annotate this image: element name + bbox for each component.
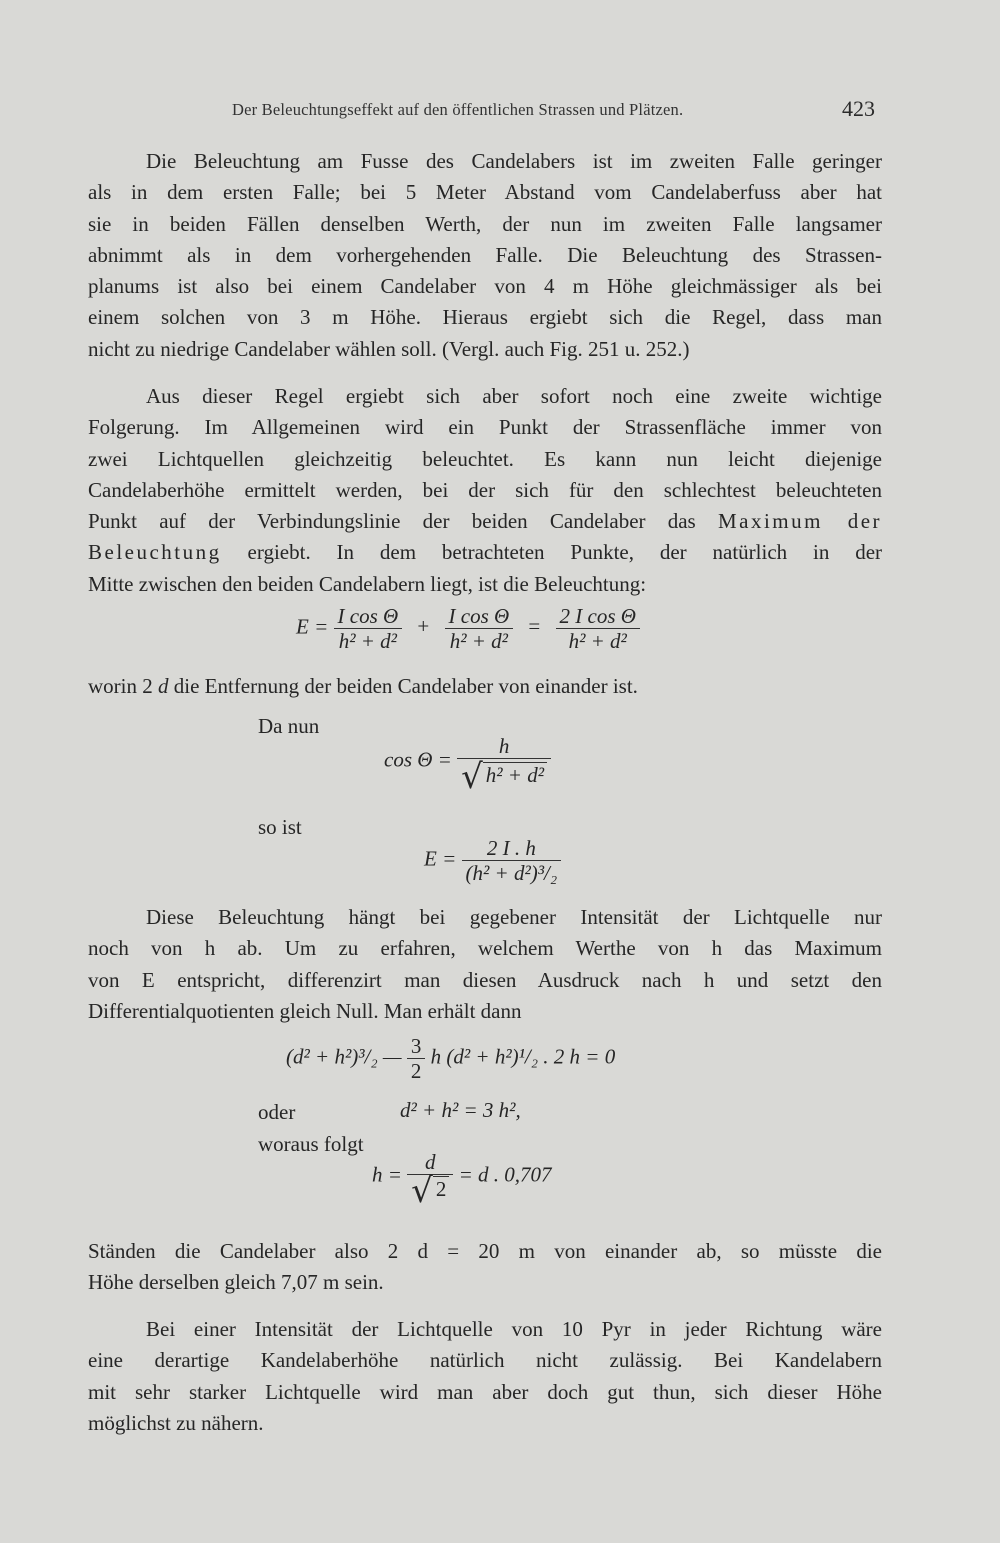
variable: d xyxy=(158,674,169,698)
eq-lhs: cos Θ = xyxy=(384,747,452,772)
eq-lhs: E = xyxy=(424,846,457,871)
text-fragment: Punkt auf der Verbindungslinie der beiden Candelaber das xyxy=(88,509,696,534)
eq-lhs: E = xyxy=(296,614,329,639)
equation-h-result xyxy=(372,1150,552,1211)
text-line: von E entspricht, differenzirt man diesen Ausdruck nach h und setzt den xyxy=(88,967,882,992)
running-header xyxy=(0,96,1000,128)
fraction xyxy=(445,604,514,653)
equation-E-result xyxy=(424,836,561,885)
page-number: 423 xyxy=(842,96,875,121)
text-line xyxy=(88,506,882,537)
paragraph-2 xyxy=(88,381,882,600)
fraction xyxy=(407,1034,426,1083)
fraction xyxy=(407,1150,453,1211)
radicand: 2 xyxy=(433,1176,450,1201)
da-nun-label: Da nun xyxy=(258,714,320,738)
text-line: mit sehr starker Lichtquelle wird man aber doch gut thun, sich dieser Höhe xyxy=(88,1379,882,1404)
text-line: einem solchen von 3 m Höhe. Hieraus ergiebt sich die Regel, dass man xyxy=(88,305,882,330)
emphasis-spaced: Maximum der xyxy=(717,509,883,534)
fraction-numerator: d xyxy=(425,1150,436,1174)
fraction xyxy=(462,836,562,885)
equation-derivative xyxy=(286,1034,615,1083)
text-line: möglichst zu nähern. xyxy=(88,1410,264,1435)
fraction-denominator xyxy=(457,757,551,797)
fraction-denominator: h² + d² xyxy=(334,628,403,653)
fraction-denominator: h² + d² xyxy=(556,628,640,653)
text-line: nicht zu niedrige Candelaber wählen soll. (Vergl. auch Fig. 251 u. 252.) xyxy=(88,336,690,361)
text-line: Bei einer Intensität der Lichtquelle von 10 Pyr in jeder Richtung wäre xyxy=(146,1317,882,1341)
fraction-numerator: I cos Θ xyxy=(337,604,399,628)
text-line xyxy=(88,537,882,568)
worin-line xyxy=(88,674,638,699)
text-fragment: worin 2 xyxy=(88,674,153,698)
oder-label: oder xyxy=(258,1100,296,1124)
sqrt-icon: √ xyxy=(461,757,483,797)
text-line: Mitte zwischen den beiden Candelabern liegt, ist die Beleuchtung: xyxy=(88,571,647,596)
sqrt-icon: √ xyxy=(411,1171,433,1211)
text-line: Die Beleuchtung am Fusse des Candelabers ist im zweiten Falle geringer xyxy=(146,149,882,173)
equals-sign: = xyxy=(528,614,541,639)
fraction-denominator: (h² + d²)³/₂ xyxy=(462,860,562,885)
text-fragment: die Entfernung der beiden Candelaber von einander ist. xyxy=(173,674,638,698)
text-line: Differentialquotienten gleich Null. Man erhält dann xyxy=(88,998,522,1023)
equation-illumination xyxy=(296,604,640,653)
text-line: als in dem ersten Falle; bei 5 Meter Abstand vom Candelaberfuss aber hat xyxy=(88,180,882,205)
text-line: Höhe derselben gleich 7,07 m sein. xyxy=(88,1270,384,1295)
paragraph-5 xyxy=(88,1314,882,1439)
radicand: h² + d² xyxy=(483,762,547,787)
text-line: zwei Lichtquellen gleichzeitig beleuchtet. Es kann nun leicht diejenige xyxy=(88,446,882,471)
fraction xyxy=(556,604,640,653)
text-line: Aus dieser Regel ergiebt sich aber sofort noch eine zweite wichtige xyxy=(146,384,882,408)
fraction xyxy=(457,734,551,797)
eq-lhs: h = xyxy=(372,1162,402,1187)
emphasis-spaced: Beleuchtung xyxy=(88,540,222,565)
text-line: planums ist also bei einem Candelaber von 4 m Höhe gleichmässiger als bei xyxy=(88,274,882,299)
paragraph-4 xyxy=(88,1236,882,1299)
text-line: abnimmt als in dem vorhergehenden Falle. Die Beleuchtung des Strassen- xyxy=(88,242,882,267)
fraction-numerator: 2 I . h xyxy=(486,836,536,860)
text-line: noch von h ab. Um zu erfahren, welchem Werthe von h das Maximum xyxy=(88,936,882,961)
fraction-denominator xyxy=(407,1171,453,1211)
paragraph-3 xyxy=(88,902,882,1027)
text-line: Ständen die Candelaber also 2 d = 20 m von einander ab, so müsste die xyxy=(88,1239,882,1263)
fraction-numerator: 2 I cos Θ xyxy=(559,604,636,628)
fraction xyxy=(334,604,403,653)
text-line: Diese Beleuchtung hängt bei gegebener Intensität der Lichtquelle nur xyxy=(146,905,882,929)
eq-rhs: = d . 0,707 xyxy=(458,1162,552,1187)
fraction-numerator: h xyxy=(498,734,510,758)
plus-sign: + xyxy=(417,614,430,639)
text-line: Folgerung. Im Allgemeinen wird ein Punkt der Strassenfläche immer von xyxy=(88,415,882,440)
equation-condition: d² + h² = 3 h², xyxy=(400,1098,521,1122)
woraus-label: woraus folgt xyxy=(258,1132,364,1156)
fraction-denominator: h² + d² xyxy=(445,628,514,653)
running-title: Der Beleuchtungseffekt auf den öffentlichen Strassen und Plätzen. xyxy=(232,100,684,119)
fraction-numerator: 3 xyxy=(410,1034,422,1058)
equation-cos-theta xyxy=(384,734,551,797)
paragraph-1 xyxy=(88,146,882,365)
eq-part: (d² + h²)³/₂ — xyxy=(286,1044,402,1069)
text-line: sie in beiden Fällen denselben Werth, der nun im zweiten Falle langsamer xyxy=(88,211,882,236)
text-fragment: ergiebt. In dem betrachteten Punkte, der natürlich in der xyxy=(247,540,883,565)
eq-part: h (d² + h²)¹/₂ . 2 h = 0 xyxy=(430,1044,616,1069)
fraction-denominator: 2 xyxy=(407,1058,426,1083)
fraction-numerator: I cos Θ xyxy=(448,604,510,628)
text-line: eine derartige Kandelaberhöhe natürlich nicht zulässig. Bei Kandelabern xyxy=(88,1348,882,1373)
so-ist-label: so ist xyxy=(258,815,302,839)
text-line: Candelaberhöhe ermittelt werden, bei der sich für den schlechtest beleuchteten xyxy=(88,477,882,502)
